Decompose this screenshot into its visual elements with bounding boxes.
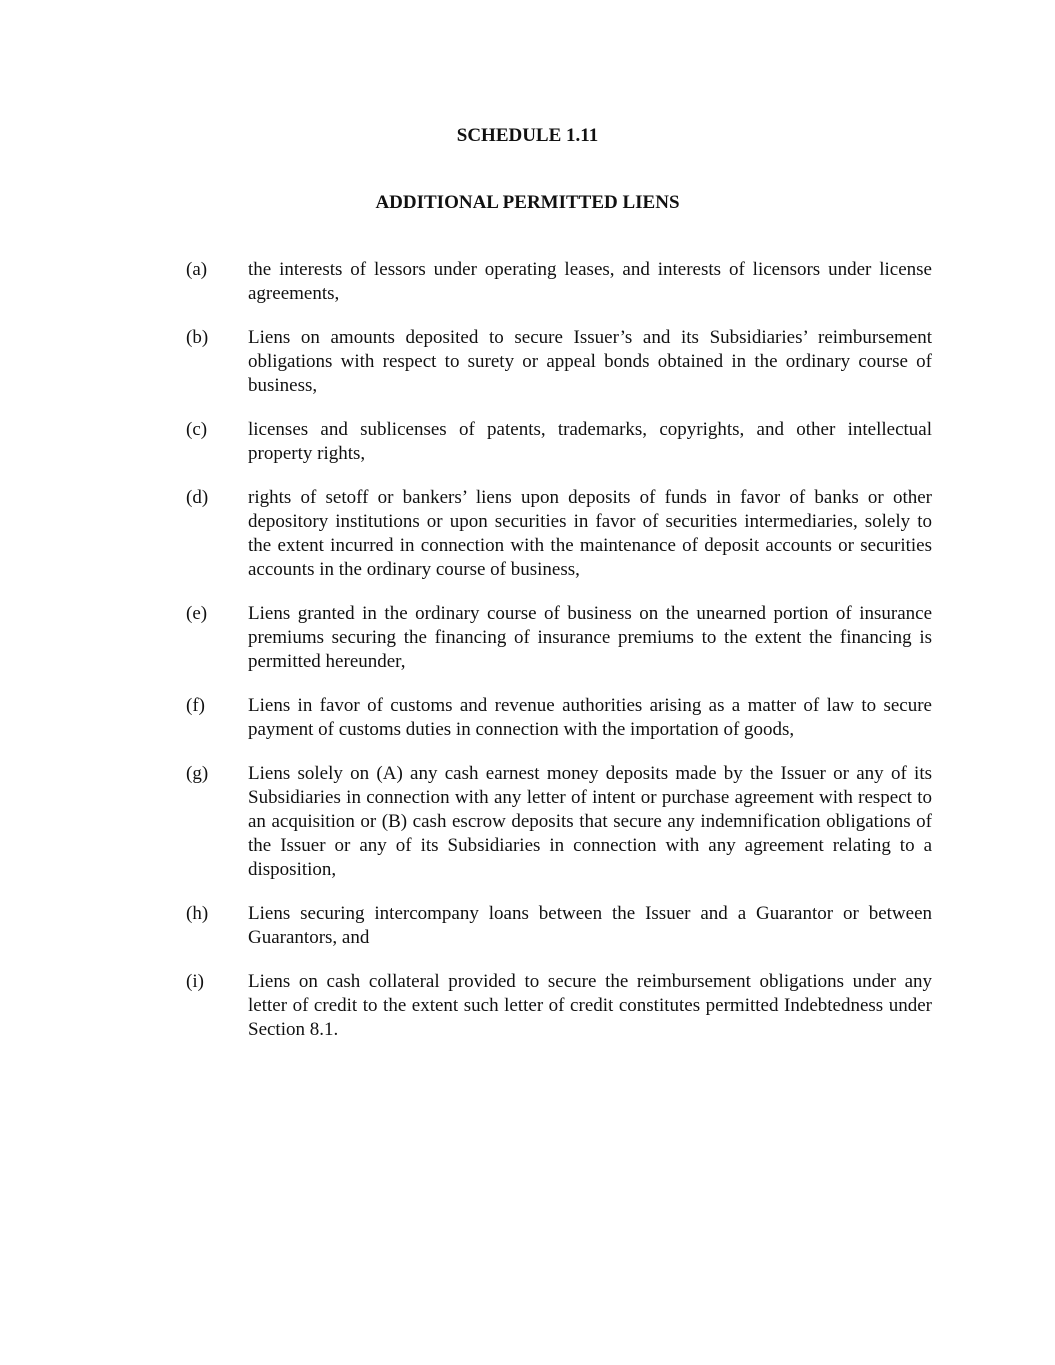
schedule-title: SCHEDULE 1.11 xyxy=(456,125,599,146)
list-item-f xyxy=(186,694,932,742)
item-text: Liens solely on (A) any cash earnest money deposits made by the Issuer or any of its Subsidiaries in connection with any letter of intent or purchase agreement with respect to an acquisition or (B) cash escrow deposits that secure any indemnification obligations of the Issuer or any of its Subsidiaries in connection with any agreement relating to a disposition, xyxy=(248,763,932,880)
item-label: (f) xyxy=(186,695,205,716)
item-text: Liens on amounts deposited to secure Issuer’s and its Subsidiaries’ reimbursement obligations with respect to surety or appeal bonds obtained in the ordinary course of business, xyxy=(248,327,932,396)
item-text: rights of setoff or bankers’ liens upon deposits of funds in favor of banks or other depository institutions or upon securities in favor of securities intermediaries, solely to the extent incurred in connection with the maintenance of deposit accounts or securities accounts in the ordinary course of business, xyxy=(248,487,932,580)
list-item-g xyxy=(186,762,932,882)
item-label: (b) xyxy=(186,327,209,348)
item-text: the interests of lessors under operating leases, and interests of licensors under license agreements, xyxy=(248,259,932,304)
item-text: Liens on cash collateral provided to secure the reimbursement obligations under any letter of credit to the extent such letter of credit constitutes permitted Indebtedness under Section 8.1. xyxy=(248,971,932,1040)
permitted-liens-list xyxy=(186,258,932,1062)
list-item-i xyxy=(186,970,932,1042)
item-label: (c) xyxy=(186,419,208,440)
item-label: (i) xyxy=(186,971,204,992)
list-item-c xyxy=(186,418,932,466)
section-heading: ADDITIONAL PERMITTED LIENS xyxy=(375,192,680,213)
item-label: (a) xyxy=(186,259,208,280)
list-item-b xyxy=(186,326,932,398)
list-item-h xyxy=(186,902,932,950)
list-item-d xyxy=(186,486,932,582)
item-label: (h) xyxy=(186,903,209,924)
list-item-e xyxy=(186,602,932,674)
item-text: Liens securing intercompany loans between the Issuer and a Guarantor or between Guarantors, and xyxy=(248,903,932,948)
item-label: (e) xyxy=(186,603,208,624)
item-text: Liens granted in the ordinary course of business on the unearned portion of insurance premiums securing the financing of insurance premiums to the extent the financing is permitted hereunder, xyxy=(248,603,932,672)
item-text: licenses and sublicenses of patents, trademarks, copyrights, and other intellectual property rights, xyxy=(248,419,932,464)
item-text: Liens in favor of customs and revenue authorities arising as a matter of law to secure payment of customs duties in connection with the importation of goods, xyxy=(248,695,932,740)
item-label: (g) xyxy=(186,763,209,784)
list-item-a xyxy=(186,258,932,306)
item-label: (d) xyxy=(186,487,209,508)
